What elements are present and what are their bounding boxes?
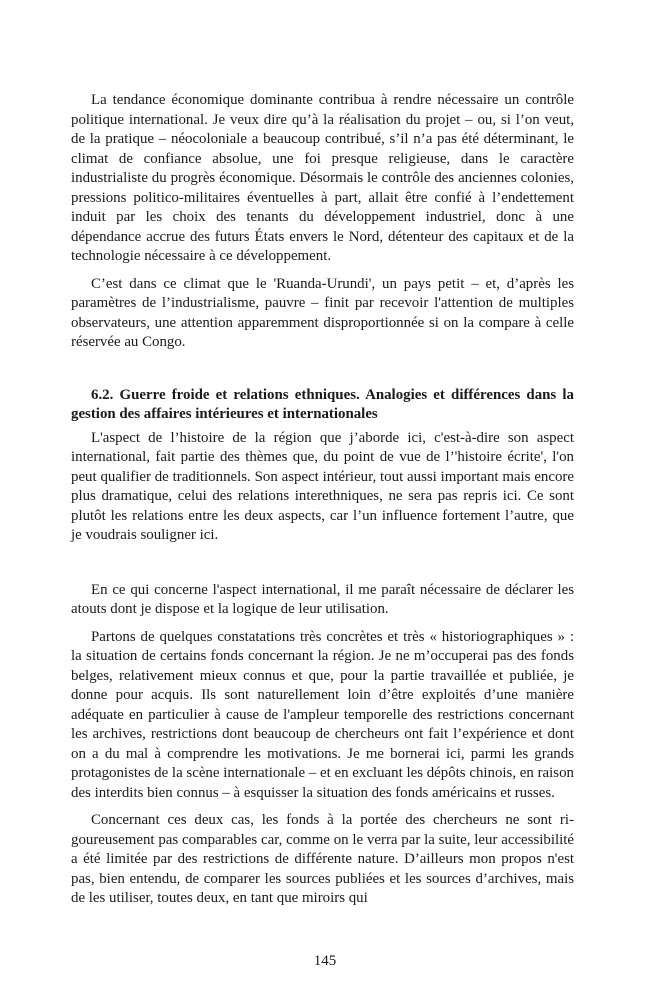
paragraph-3: L'aspect de l’histoire de la région que j’aborde ici, c'est-à-dire son aspect international, fait partie des thèmes que, du point de vue de l’'histoire écrite', l'on peut qualifier de traditionnels. Son aspect intérieur, tout aussi important mais encore plus dramatique, celui des relations interethniques, ne sera pas repris ici. Ce sont plutôt les relations entre les deux aspects, car l’un influence fortement l’autre, que je voudrais souligner ici. <box>71 429 574 543</box>
paragraph-2: C’est dans ce climat que le 'Ruanda-Urundi', un pays petit – et, d’après les paramètres de l’industrialisme, pauvre – finit par recevoir l'attention de multiples observateurs, une attention apparemment disproportionnée si on la compare à celle réservée au Congo. <box>71 275 574 350</box>
paragraph-1: La tendance économique dominante contribua à rendre nécessaire un contrôle politique international. Je veux dire qu’à la réalisation du projet – ou, si l’on veut, de la pratique – néocoloniale a beaucoup contribué, s’il n’a pas été déterminant, le climat de confiance absolue, une foi presque religieuse, dans le caractère industrialiste du progrès économique. Désormais le contrôle des anciennes colonies, pressions politico-militaires éventuelles à part, allait être confié à l’endettement induit par les choix des tenants du développement industriel, donc à une dépendance accrue des futurs États envers le Nord, détenteur des capitaux et de la technologie nécessaire à ce développement. <box>71 92 574 264</box>
section-heading: 6.2. Guerre froide et relations ethniques. Analogies et différences dans la gestion des affaires intérieures et internationales <box>71 386 574 422</box>
paragraph-4: En ce qui concerne l'aspect international, il me paraît nécessaire de déclarer les atouts dont je dispose et la logique de leur utilisation. <box>71 581 574 617</box>
page-body <box>71 91 574 909</box>
paragraph-5: Partons de quelques constatations très concrètes et très « historiographiques » : la situation de certains fonds concernant la région. Je ne m’occuperai pas des fonds belges, relativement mieux connus et que, pour la partie travaillée et publiée, je donne pour acquis. Ils sont naturellement loin d’être exploités d’une manière adéquate en particulier à cause de l'ampleur temporelle des restrictions concernant les archives, restrictions dont beaucoup de chercheurs ont fait l’expérience et dont on a du mal à comprendre les motivations. Je me bornerai ici, parmi les grands protagonistes de la scène internationale – et en excluant les dépôts chinois, en raison des interdits bien connus – à esquisser la situation des fonds américains et russes. <box>71 628 574 801</box>
paragraph-6: Concernant ces deux cas, les fonds à la portée des chercheurs ne sont rigoureusement pas comparables car, comme on le verra par la suite, leur accessibilité a été limitée par des restrictions de différente nature. D’ailleurs mon propos n'est pas, bien entendu, de comparer les sources publiées et les sources d’archives, mais de les utiliser, toutes deux, en tant que miroirs qui <box>71 812 574 906</box>
page-number: 145 <box>313 953 337 969</box>
